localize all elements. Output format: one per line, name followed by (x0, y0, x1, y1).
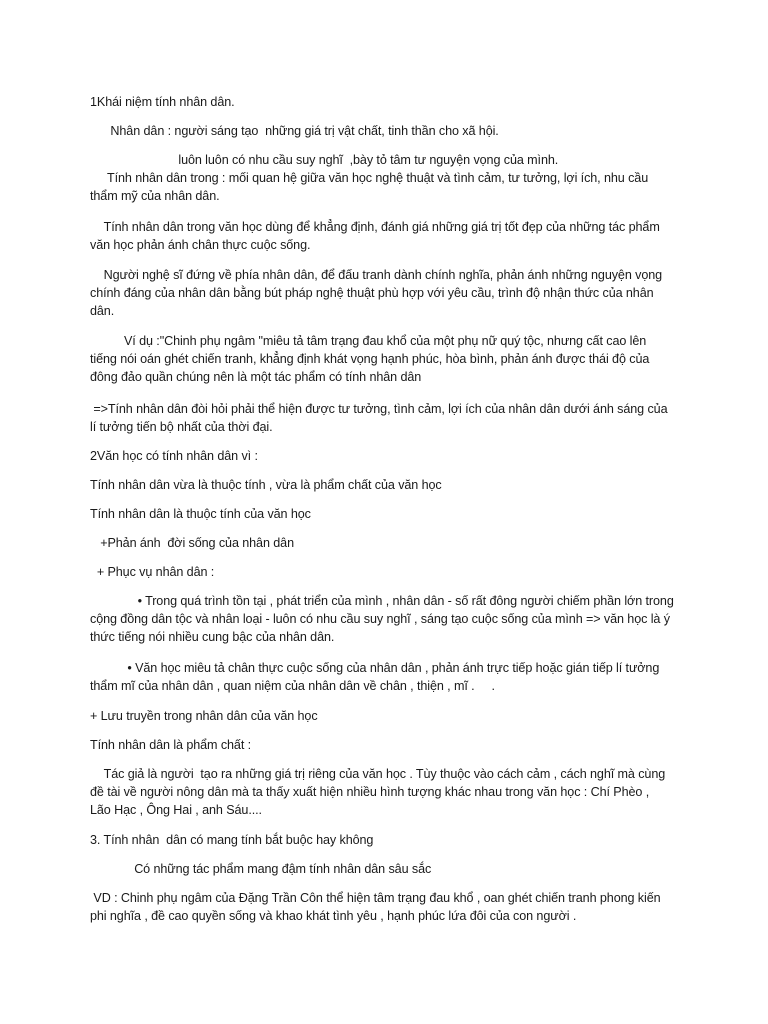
paragraph-line: Nhân dân : người sáng tạo những giá trị vật chất, tinh thần cho xã hội. (90, 124, 499, 138)
heading-3: 3. Tính nhân dân có mang tính bắt buộc hay không (90, 833, 374, 847)
bullet-line: • Trong quá trình tồn tại , phát triển của mình , nhân dân - số rất đông người chiếm phần lớn trong (90, 594, 674, 608)
bullet-line: • Văn học miêu tả chân thực cuộc sống của nhân dân , phản ánh trực tiếp hoặc gián tiếp lí tưởng (90, 661, 660, 675)
paragraph-line: phi nghĩa , đề cao quyền sống và khao khát tình yêu , hạnh phúc lứa đôi của con người . (90, 909, 577, 923)
paragraph-line: tiếng nói oán ghét chiến tranh, khẳng định khát vọng hạnh phúc, hòa bình, phản ánh được thái độ của (90, 352, 650, 366)
paragraph-line: thẩm mĩ của nhân dân , quan niệm của nhân dân về chân , thiện , mĩ . . (90, 679, 495, 693)
paragraph-line: =>Tính nhân dân đòi hỏi phải thể hiện được tư tưởng, tình cảm, lợi ích của nhân dân dưới ánh sáng của (90, 402, 668, 416)
paragraph-line: dân. (90, 304, 115, 318)
paragraph-line: đông đảo quần chúng nên là một tác phẩm có tính nhân dân (90, 370, 422, 384)
paragraph-line: +Phản ánh đời sống của nhân dân (90, 536, 294, 550)
paragraph-line: Tính nhân dân trong văn học dùng để khẳng định, đánh giá những giá trị tốt đẹp của những tác phẩm (90, 220, 660, 234)
paragraph-line: luôn luôn có nhu cầu suy nghĩ ,bày tỏ tâm tư nguyện vọng của mình. (90, 153, 559, 167)
paragraph-line: đề tài về người nông dân mà ta thấy xuất hiện nhiều hình tượng khác nhau trong văn học : Chí Phèo , (90, 785, 650, 799)
paragraph-line: Lão Hạc , Ông Hai , anh Sáu.... (90, 803, 262, 817)
paragraph-line: Ví dụ :"Chinh phụ ngâm "miêu tả tâm trạng đau khổ của một phụ nữ quý tộc, nhưng cất cao lên (90, 334, 647, 348)
paragraph-line: + Phục vụ nhân dân : (90, 565, 215, 579)
paragraph-line: cộng đồng dân tộc và nhân loại - luôn có nhu cầu suy nghĩ , sáng tạo cuộc sống của mình => văn học là ý (90, 612, 670, 626)
paragraph-line: thức tiếng nói nhiều cung bậc của nhân dân. (90, 630, 335, 644)
paragraph-line: + Lưu truyền trong nhân dân của văn học (90, 709, 318, 723)
heading-2: 2Văn học có tính nhân dân vì : (90, 449, 258, 463)
paragraph-line: lí tưởng tiến bộ nhất của thời đại. (90, 420, 273, 434)
paragraph-line: thẩm mỹ của nhân dân. (90, 189, 220, 203)
paragraph-line: Tính nhân dân là phẩm chất : (90, 738, 252, 752)
paragraph-line: văn học phản ánh chân thực cuộc sống. (90, 238, 311, 252)
paragraph-line: Tính nhân dân trong : mối quan hệ giữa văn học nghệ thuật và tình cảm, tư tưởng, lợi ích, nhu cầu (90, 171, 649, 185)
paragraph-line: VD : Chinh phụ ngâm của Đặng Trần Côn thể hiện tâm trạng đau khổ , oan ghét chiến tranh phong kiến (90, 891, 661, 905)
paragraph-line: Tính nhân dân vừa là thuộc tính , vừa là phẩm chất của văn học (90, 478, 442, 492)
paragraph-line: chính đáng của nhân dân bằng bút pháp nghệ thuật phù hợp với yêu cầu, trình độ nhận thức của nhân (90, 286, 654, 300)
paragraph-line: Người nghệ sĩ đứng về phía nhân dân, để đấu tranh dành chính nghĩa, phản ánh những nguyện vọng (90, 268, 663, 282)
paragraph-line: Tính nhân dân là thuộc tính của văn học (90, 507, 311, 521)
paragraph-line: Có những tác phẩm mang đậm tính nhân dân sâu sắc (90, 862, 432, 876)
heading-1: 1Khái niệm tính nhân dân. (90, 95, 235, 109)
paragraph-line: Tác giả là người tạo ra những giá trị riêng của văn học . Tùy thuộc vào cách cảm , cách nghĩ mà cùng (90, 767, 666, 781)
